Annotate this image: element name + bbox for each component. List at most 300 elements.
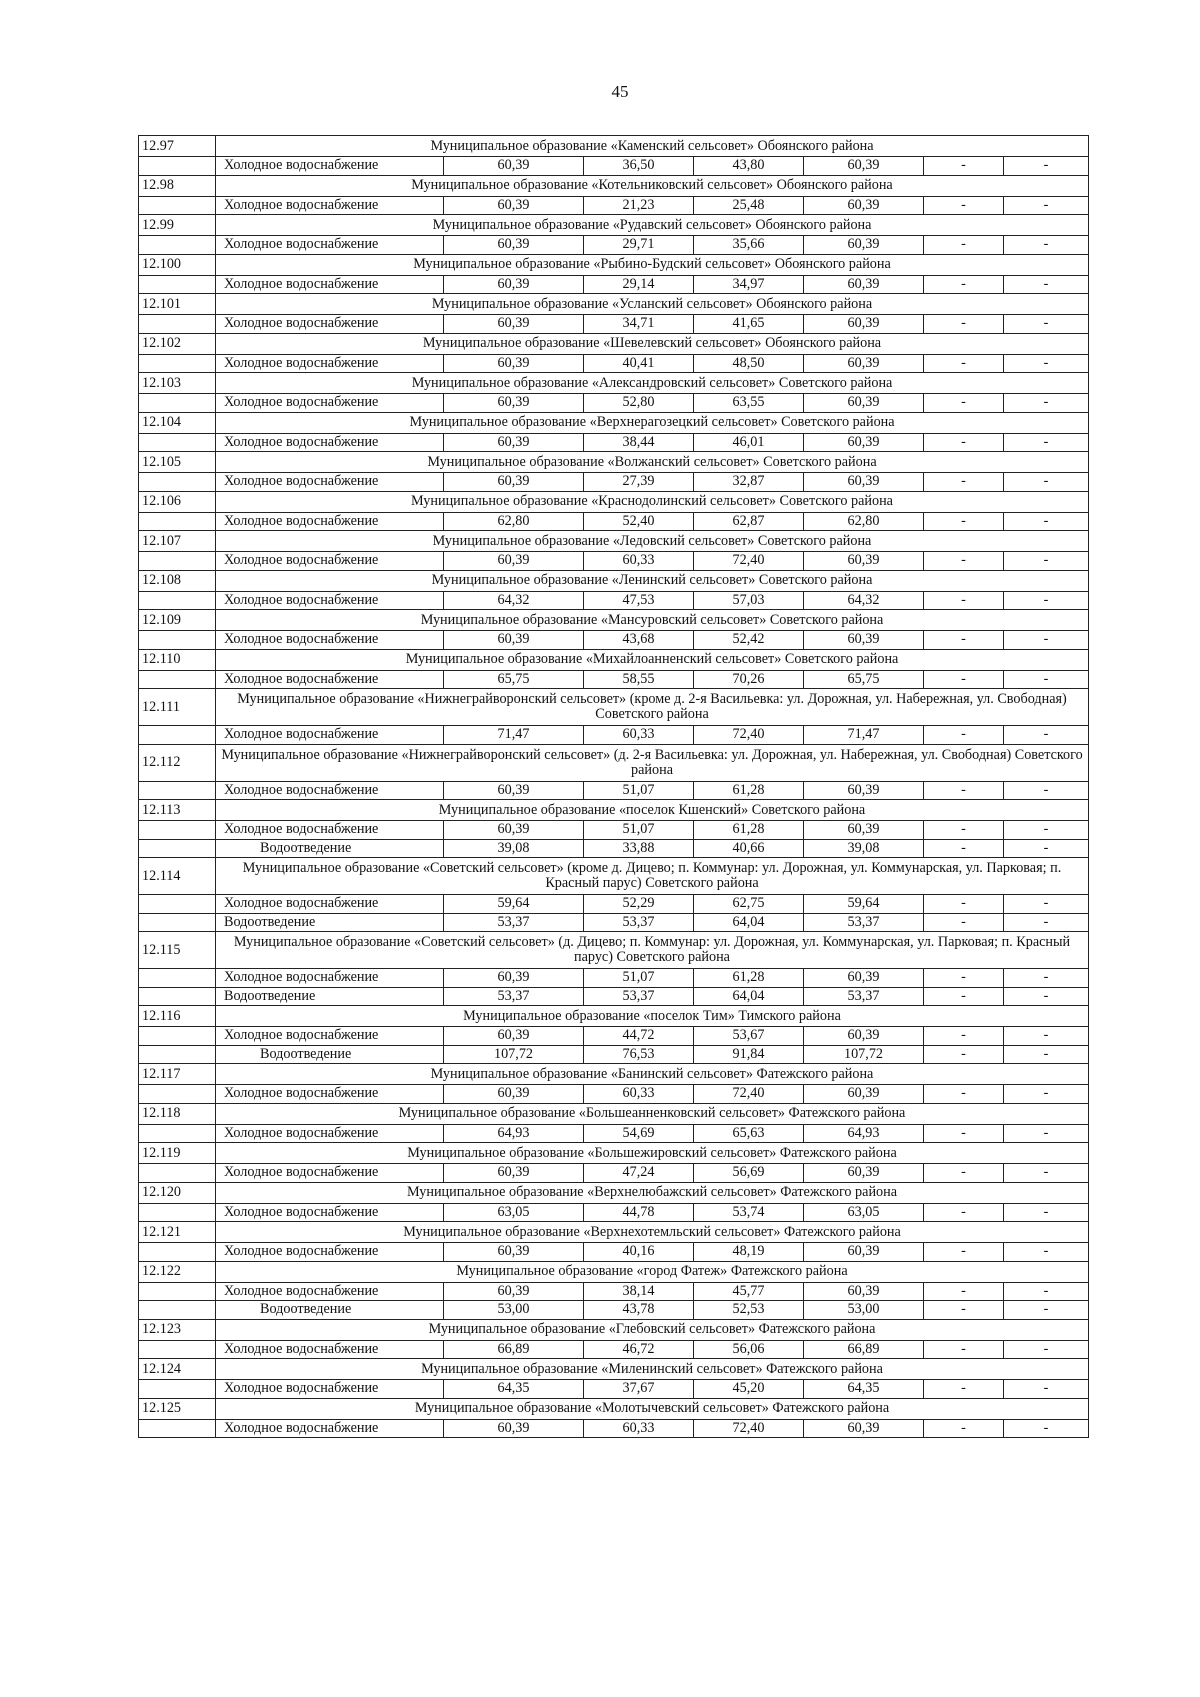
section-title: Муниципальное образование «Верхнелюбажский сельсовет» Фатежского района xyxy=(216,1182,1089,1203)
tariff-row xyxy=(139,275,1089,294)
tariff-row xyxy=(139,1243,1089,1262)
tariff-table xyxy=(138,135,1089,1438)
tariff-value: - xyxy=(1004,1419,1089,1438)
tariff-value: 52,42 xyxy=(694,631,804,650)
tariff-value: 72,40 xyxy=(694,552,804,571)
section-header-row xyxy=(139,412,1089,433)
tariff-value: 47,53 xyxy=(584,591,694,610)
tariff-value: 53,74 xyxy=(694,1203,804,1222)
tariff-value: - xyxy=(924,670,1004,689)
tariff-row xyxy=(139,512,1089,531)
section-number: 12.123 xyxy=(139,1319,216,1340)
section-number: 12.117 xyxy=(139,1064,216,1085)
tariff-value: - xyxy=(1004,354,1089,373)
section-number: 12.119 xyxy=(139,1143,216,1164)
tariff-value: 60,39 xyxy=(444,394,584,413)
tariff-value: 60,39 xyxy=(444,354,584,373)
tariff-value: 60,39 xyxy=(444,1164,584,1183)
tariff-value: - xyxy=(924,1164,1004,1183)
tariff-value: - xyxy=(1004,969,1089,988)
service-name: Холодное водоснабжение xyxy=(216,1380,444,1399)
number-cell-empty xyxy=(139,512,216,531)
tariff-value: 65,75 xyxy=(804,670,924,689)
tariff-row xyxy=(139,1380,1089,1399)
tariff-value: 60,39 xyxy=(444,196,584,215)
tariff-value: 33,88 xyxy=(584,839,694,858)
tariff-row xyxy=(139,969,1089,988)
tariff-row xyxy=(139,236,1089,255)
tariff-value: 60,39 xyxy=(444,433,584,452)
section-title: Муниципальное образование «Верхнерагозецкий сельсовет» Советского района xyxy=(216,412,1089,433)
tariff-value: 60,39 xyxy=(804,354,924,373)
number-cell-empty xyxy=(139,1301,216,1320)
service-name: Холодное водоснабжение xyxy=(216,1419,444,1438)
tariff-value: 60,39 xyxy=(804,1243,924,1262)
tariff-value: 60,39 xyxy=(444,1282,584,1301)
tariff-value: 60,39 xyxy=(804,821,924,840)
tariff-value: 60,39 xyxy=(444,1027,584,1046)
tariff-value: 64,35 xyxy=(444,1380,584,1399)
number-cell-empty xyxy=(139,591,216,610)
tariff-value: 72,40 xyxy=(694,1419,804,1438)
tariff-row xyxy=(139,1282,1089,1301)
number-cell-empty xyxy=(139,631,216,650)
tariff-value: - xyxy=(924,591,1004,610)
tariff-row xyxy=(139,1085,1089,1104)
tariff-value: - xyxy=(924,1340,1004,1359)
tariff-value: 64,04 xyxy=(694,987,804,1006)
service-name: Водоотведение xyxy=(216,1301,444,1320)
number-cell-empty xyxy=(139,1027,216,1046)
tariff-row xyxy=(139,726,1089,745)
tariff-row xyxy=(139,157,1089,176)
tariff-value: 60,39 xyxy=(444,781,584,800)
tariff-value: 60,39 xyxy=(804,1164,924,1183)
section-title: Муниципальное образование «Молотычевский сельсовет» Фатежского района xyxy=(216,1398,1089,1419)
tariff-value: 61,28 xyxy=(694,781,804,800)
section-title: Муниципальное образование «Миленинский сельсовет» Фатежского района xyxy=(216,1359,1089,1380)
tariff-value: 63,05 xyxy=(804,1203,924,1222)
tariff-value: 60,39 xyxy=(804,196,924,215)
tariff-row xyxy=(139,670,1089,689)
service-name: Холодное водоснабжение xyxy=(216,781,444,800)
tariff-value: 64,93 xyxy=(804,1124,924,1143)
tariff-value: - xyxy=(924,1045,1004,1064)
tariff-row xyxy=(139,987,1089,1006)
tariff-value: 53,37 xyxy=(584,987,694,1006)
number-cell-empty xyxy=(139,394,216,413)
tariff-row xyxy=(139,1203,1089,1222)
tariff-value: 44,72 xyxy=(584,1027,694,1046)
tariff-value: - xyxy=(1004,1027,1089,1046)
number-cell-empty xyxy=(139,433,216,452)
section-title: Муниципальное образование «Нижнеграйворонский сельсовет» (кроме д. 2-я Васильевка: ул. Дорожная, ул. Набережная, ул. Свободная) Советского района xyxy=(216,689,1089,726)
tariff-value: 56,69 xyxy=(694,1164,804,1183)
tariff-value: 59,64 xyxy=(444,895,584,914)
tariff-value: 47,24 xyxy=(584,1164,694,1183)
number-cell-empty xyxy=(139,913,216,932)
service-name: Холодное водоснабжение xyxy=(216,969,444,988)
tariff-value: 60,39 xyxy=(804,394,924,413)
tariff-value: - xyxy=(924,1027,1004,1046)
section-title: Муниципальное образование «Михайлоанненский сельсовет» Советского района xyxy=(216,649,1089,670)
tariff-value: 53,00 xyxy=(444,1301,584,1320)
tariff-row xyxy=(139,913,1089,932)
section-number: 12.124 xyxy=(139,1359,216,1380)
section-number: 12.121 xyxy=(139,1222,216,1243)
section-number: 12.111 xyxy=(139,689,216,726)
section-header-row xyxy=(139,1103,1089,1124)
service-name: Холодное водоснабжение xyxy=(216,631,444,650)
number-cell-empty xyxy=(139,552,216,571)
tariff-value: 39,08 xyxy=(444,839,584,858)
number-cell-empty xyxy=(139,1282,216,1301)
tariff-value: 60,39 xyxy=(804,781,924,800)
section-number: 12.102 xyxy=(139,333,216,354)
number-cell-empty xyxy=(139,1419,216,1438)
number-cell-empty xyxy=(139,895,216,914)
tariff-value: - xyxy=(1004,552,1089,571)
tariff-value: 53,37 xyxy=(444,987,584,1006)
tariff-value: 60,39 xyxy=(804,473,924,492)
service-name: Холодное водоснабжение xyxy=(216,236,444,255)
tariff-value: - xyxy=(1004,591,1089,610)
tariff-value: - xyxy=(924,969,1004,988)
tariff-value: 41,65 xyxy=(694,315,804,334)
section-header-row xyxy=(139,1143,1089,1164)
service-name: Холодное водоснабжение xyxy=(216,1282,444,1301)
tariff-value: 60,39 xyxy=(804,157,924,176)
number-cell-empty xyxy=(139,1164,216,1183)
tariff-value: 54,69 xyxy=(584,1124,694,1143)
tariff-value: 60,39 xyxy=(804,1085,924,1104)
section-title: Муниципальное образование «Ледовский сельсовет» Советского района xyxy=(216,531,1089,552)
section-number: 12.100 xyxy=(139,254,216,275)
tariff-value: - xyxy=(924,1301,1004,1320)
tariff-value: 72,40 xyxy=(694,726,804,745)
tariff-value: 60,33 xyxy=(584,552,694,571)
tariff-row xyxy=(139,1419,1089,1438)
tariff-value: - xyxy=(1004,236,1089,255)
section-title: Муниципальное образование «Советский сельсовет» (кроме д. Дицево; п. Коммунар: ул. Дорожная, ул. Коммунарская, ул. Парковая; п. Красный парус) Советского района xyxy=(216,858,1089,895)
service-name: Холодное водоснабжение xyxy=(216,196,444,215)
section-title: Муниципальное образование «Рудавский сельсовет» Обоянского района xyxy=(216,215,1089,236)
service-name: Холодное водоснабжение xyxy=(216,157,444,176)
number-cell-empty xyxy=(139,196,216,215)
tariff-value: 40,41 xyxy=(584,354,694,373)
tariff-row xyxy=(139,394,1089,413)
tariff-value: - xyxy=(924,236,1004,255)
tariff-value: 46,72 xyxy=(584,1340,694,1359)
tariff-row xyxy=(139,781,1089,800)
service-name: Холодное водоснабжение xyxy=(216,315,444,334)
section-title: Муниципальное образование «Мансуровский сельсовет» Советского района xyxy=(216,610,1089,631)
tariff-value: - xyxy=(1004,895,1089,914)
section-header-row xyxy=(139,1006,1089,1027)
section-title: Муниципальное образование «Ленинский сельсовет» Советского района xyxy=(216,570,1089,591)
tariff-value: - xyxy=(924,433,1004,452)
tariff-value: 60,39 xyxy=(444,1085,584,1104)
section-header-row xyxy=(139,531,1089,552)
section-header-row xyxy=(139,1261,1089,1282)
tariff-value: 43,78 xyxy=(584,1301,694,1320)
service-name: Водоотведение xyxy=(216,1045,444,1064)
section-number: 12.109 xyxy=(139,610,216,631)
tariff-value: - xyxy=(1004,315,1089,334)
tariff-value: 70,26 xyxy=(694,670,804,689)
tariff-value: - xyxy=(924,631,1004,650)
service-name: Холодное водоснабжение xyxy=(216,473,444,492)
tariff-value: 60,39 xyxy=(804,631,924,650)
number-cell-empty xyxy=(139,315,216,334)
tariff-value: 72,40 xyxy=(694,1085,804,1104)
tariff-value: 60,39 xyxy=(444,157,584,176)
tariff-value: 52,80 xyxy=(584,394,694,413)
tariff-value: 60,39 xyxy=(444,1243,584,1262)
tariff-value: 60,39 xyxy=(444,969,584,988)
tariff-value: 60,39 xyxy=(444,236,584,255)
tariff-value: 62,75 xyxy=(694,895,804,914)
section-number: 12.118 xyxy=(139,1103,216,1124)
tariff-row xyxy=(139,1164,1089,1183)
tariff-value: 51,07 xyxy=(584,969,694,988)
tariff-value: - xyxy=(1004,157,1089,176)
tariff-value: 39,08 xyxy=(804,839,924,858)
tariff-value: 62,87 xyxy=(694,512,804,531)
section-title: Муниципальное образование «поселок Тим» Тимского района xyxy=(216,1006,1089,1027)
service-name: Холодное водоснабжение xyxy=(216,726,444,745)
tariff-value: 25,48 xyxy=(694,196,804,215)
number-cell-empty xyxy=(139,1085,216,1104)
tariff-value: 52,40 xyxy=(584,512,694,531)
tariff-value: 60,39 xyxy=(804,552,924,571)
section-number: 12.108 xyxy=(139,570,216,591)
tariff-value: - xyxy=(924,895,1004,914)
tariff-value: 29,14 xyxy=(584,275,694,294)
service-name: Холодное водоснабжение xyxy=(216,591,444,610)
section-title: Муниципальное образование «Каменский сельсовет» Обоянского района xyxy=(216,136,1089,157)
tariff-value: 60,39 xyxy=(444,821,584,840)
section-title: Муниципальное образование «город Фатеж» Фатежского района xyxy=(216,1261,1089,1282)
tariff-value: 53,67 xyxy=(694,1027,804,1046)
tariff-row xyxy=(139,1124,1089,1143)
tariff-value: - xyxy=(924,354,1004,373)
tariff-value: 60,33 xyxy=(584,1419,694,1438)
section-title: Муниципальное образование «Рыбино-Будский сельсовет» Обоянского района xyxy=(216,254,1089,275)
section-header-row xyxy=(139,175,1089,196)
section-header-row xyxy=(139,800,1089,821)
tariff-value: 60,39 xyxy=(804,1419,924,1438)
service-name: Холодное водоснабжение xyxy=(216,670,444,689)
tariff-row xyxy=(139,821,1089,840)
tariff-value: 60,39 xyxy=(804,1282,924,1301)
tariff-value: - xyxy=(924,394,1004,413)
tariff-value: 53,37 xyxy=(584,913,694,932)
tariff-value: 71,47 xyxy=(444,726,584,745)
tariff-value: 64,32 xyxy=(444,591,584,610)
section-header-row xyxy=(139,373,1089,394)
section-number: 12.115 xyxy=(139,932,216,969)
tariff-value: - xyxy=(924,275,1004,294)
tariff-value: - xyxy=(924,512,1004,531)
service-name: Холодное водоснабжение xyxy=(216,433,444,452)
number-cell-empty xyxy=(139,726,216,745)
tariff-value: - xyxy=(1004,512,1089,531)
service-name: Водоотведение xyxy=(216,987,444,1006)
section-header-row xyxy=(139,215,1089,236)
tariff-value: 60,33 xyxy=(584,726,694,745)
section-number: 12.116 xyxy=(139,1006,216,1027)
section-number: 12.104 xyxy=(139,412,216,433)
tariff-value: - xyxy=(924,1124,1004,1143)
tariff-value: - xyxy=(924,1085,1004,1104)
tariff-value: 38,14 xyxy=(584,1282,694,1301)
tariff-value: - xyxy=(924,315,1004,334)
section-title: Муниципальное образование «Котельниковский сельсовет» Обоянского района xyxy=(216,175,1089,196)
tariff-value: 71,47 xyxy=(804,726,924,745)
service-name: Холодное водоснабжение xyxy=(216,821,444,840)
section-title: Муниципальное образование «Банинский сельсовет» Фатежского района xyxy=(216,1064,1089,1085)
tariff-value: 64,93 xyxy=(444,1124,584,1143)
tariff-value: - xyxy=(1004,1164,1089,1183)
tariff-value: - xyxy=(1004,631,1089,650)
tariff-value: 58,55 xyxy=(584,670,694,689)
tariff-value: 43,80 xyxy=(694,157,804,176)
section-number: 12.112 xyxy=(139,744,216,781)
tariff-value: - xyxy=(1004,1203,1089,1222)
section-header-row xyxy=(139,610,1089,631)
section-header-row xyxy=(139,1398,1089,1419)
section-title: Муниципальное образование «Нижнеграйворонский сельсовет» (д. 2-я Васильевка: ул. Дорожная, ул. Набережная, ул. Свободная) Советского района xyxy=(216,744,1089,781)
section-header-row xyxy=(139,1222,1089,1243)
tariff-value: 64,32 xyxy=(804,591,924,610)
section-number: 12.107 xyxy=(139,531,216,552)
section-header-row xyxy=(139,1359,1089,1380)
service-name: Холодное водоснабжение xyxy=(216,1243,444,1262)
service-name: Холодное водоснабжение xyxy=(216,1027,444,1046)
section-title: Муниципальное образование «Волжанский сельсовет» Советского района xyxy=(216,452,1089,473)
tariff-value: - xyxy=(1004,1243,1089,1262)
tariff-value: 66,89 xyxy=(444,1340,584,1359)
service-name: Холодное водоснабжение xyxy=(216,394,444,413)
tariff-value: - xyxy=(1004,1380,1089,1399)
section-header-row xyxy=(139,932,1089,969)
tariff-value: - xyxy=(1004,473,1089,492)
number-cell-empty xyxy=(139,236,216,255)
service-name: Холодное водоснабжение xyxy=(216,895,444,914)
number-cell-empty xyxy=(139,157,216,176)
tariff-value: 52,53 xyxy=(694,1301,804,1320)
tariff-row xyxy=(139,354,1089,373)
number-cell-empty xyxy=(139,839,216,858)
section-number: 12.99 xyxy=(139,215,216,236)
tariff-value: 107,72 xyxy=(444,1045,584,1064)
tariff-value: - xyxy=(1004,1085,1089,1104)
page-number: 45 xyxy=(611,82,629,101)
number-cell-empty xyxy=(139,354,216,373)
tariff-row xyxy=(139,895,1089,914)
section-header-row xyxy=(139,858,1089,895)
service-name: Холодное водоснабжение xyxy=(216,512,444,531)
tariff-value: - xyxy=(1004,1045,1089,1064)
service-name: Водоотведение xyxy=(216,913,444,932)
tariff-row xyxy=(139,196,1089,215)
section-number: 12.122 xyxy=(139,1261,216,1282)
section-header-row xyxy=(139,649,1089,670)
service-name: Холодное водоснабжение xyxy=(216,1085,444,1104)
tariff-value: 62,80 xyxy=(444,512,584,531)
tariff-value: - xyxy=(924,987,1004,1006)
section-number: 12.120 xyxy=(139,1182,216,1203)
tariff-value: - xyxy=(924,1203,1004,1222)
tariff-value: - xyxy=(1004,1301,1089,1320)
tariff-value: 34,71 xyxy=(584,315,694,334)
service-name: Холодное водоснабжение xyxy=(216,1203,444,1222)
tariff-value: 76,53 xyxy=(584,1045,694,1064)
tariff-value: 53,37 xyxy=(804,987,924,1006)
section-title: Муниципальное образование «Краснодолинский сельсовет» Советского района xyxy=(216,491,1089,512)
number-cell-empty xyxy=(139,1203,216,1222)
section-title: Муниципальное образование «Большежировский сельсовет» Фатежского района xyxy=(216,1143,1089,1164)
tariff-row xyxy=(139,591,1089,610)
tariff-value: 48,19 xyxy=(694,1243,804,1262)
section-number: 12.110 xyxy=(139,649,216,670)
tariff-value: 53,37 xyxy=(444,913,584,932)
tariff-value: 62,80 xyxy=(804,512,924,531)
section-title: Муниципальное образование «поселок Кшенский» Советского района xyxy=(216,800,1089,821)
tariff-row xyxy=(139,1301,1089,1320)
tariff-value: 45,77 xyxy=(694,1282,804,1301)
section-title: Муниципальное образование «Советский сельсовет» (д. Дицево; п. Коммунар: ул. Дорожная, ул. Коммунарская, ул. Парковая; п. Красный парус) Советского района xyxy=(216,932,1089,969)
section-number: 12.114 xyxy=(139,858,216,895)
tariff-value: 60,39 xyxy=(444,275,584,294)
tariff-value: 51,07 xyxy=(584,821,694,840)
tariff-value: - xyxy=(1004,196,1089,215)
tariff-value: 60,39 xyxy=(444,1419,584,1438)
tariff-value: - xyxy=(1004,1340,1089,1359)
number-cell-empty xyxy=(139,670,216,689)
tariff-row xyxy=(139,315,1089,334)
tariff-value: 65,75 xyxy=(444,670,584,689)
tariff-value: 64,04 xyxy=(694,913,804,932)
tariff-value: 91,84 xyxy=(694,1045,804,1064)
tariff-value: 60,33 xyxy=(584,1085,694,1104)
number-cell-empty xyxy=(139,1340,216,1359)
section-header-row xyxy=(139,333,1089,354)
tariff-value: 65,63 xyxy=(694,1124,804,1143)
tariff-value: 34,97 xyxy=(694,275,804,294)
section-number: 12.103 xyxy=(139,373,216,394)
section-number: 12.105 xyxy=(139,452,216,473)
section-title: Муниципальное образование «Усланский сельсовет» Обоянского района xyxy=(216,294,1089,315)
tariff-value: 38,44 xyxy=(584,433,694,452)
tariff-value: 27,39 xyxy=(584,473,694,492)
tariff-value: 36,50 xyxy=(584,157,694,176)
tariff-value: 60,39 xyxy=(444,473,584,492)
section-title: Муниципальное образование «Верхнехотемльский сельсовет» Фатежского района xyxy=(216,1222,1089,1243)
tariff-value: 35,66 xyxy=(694,236,804,255)
tariff-value: 60,39 xyxy=(804,236,924,255)
section-number: 12.98 xyxy=(139,175,216,196)
tariff-value: 60,39 xyxy=(444,631,584,650)
tariff-value: - xyxy=(1004,670,1089,689)
tariff-value: 66,89 xyxy=(804,1340,924,1359)
service-name: Холодное водоснабжение xyxy=(216,1124,444,1143)
tariff-value: 37,67 xyxy=(584,1380,694,1399)
section-header-row xyxy=(139,294,1089,315)
service-name: Холодное водоснабжение xyxy=(216,1340,444,1359)
section-header-row xyxy=(139,689,1089,726)
